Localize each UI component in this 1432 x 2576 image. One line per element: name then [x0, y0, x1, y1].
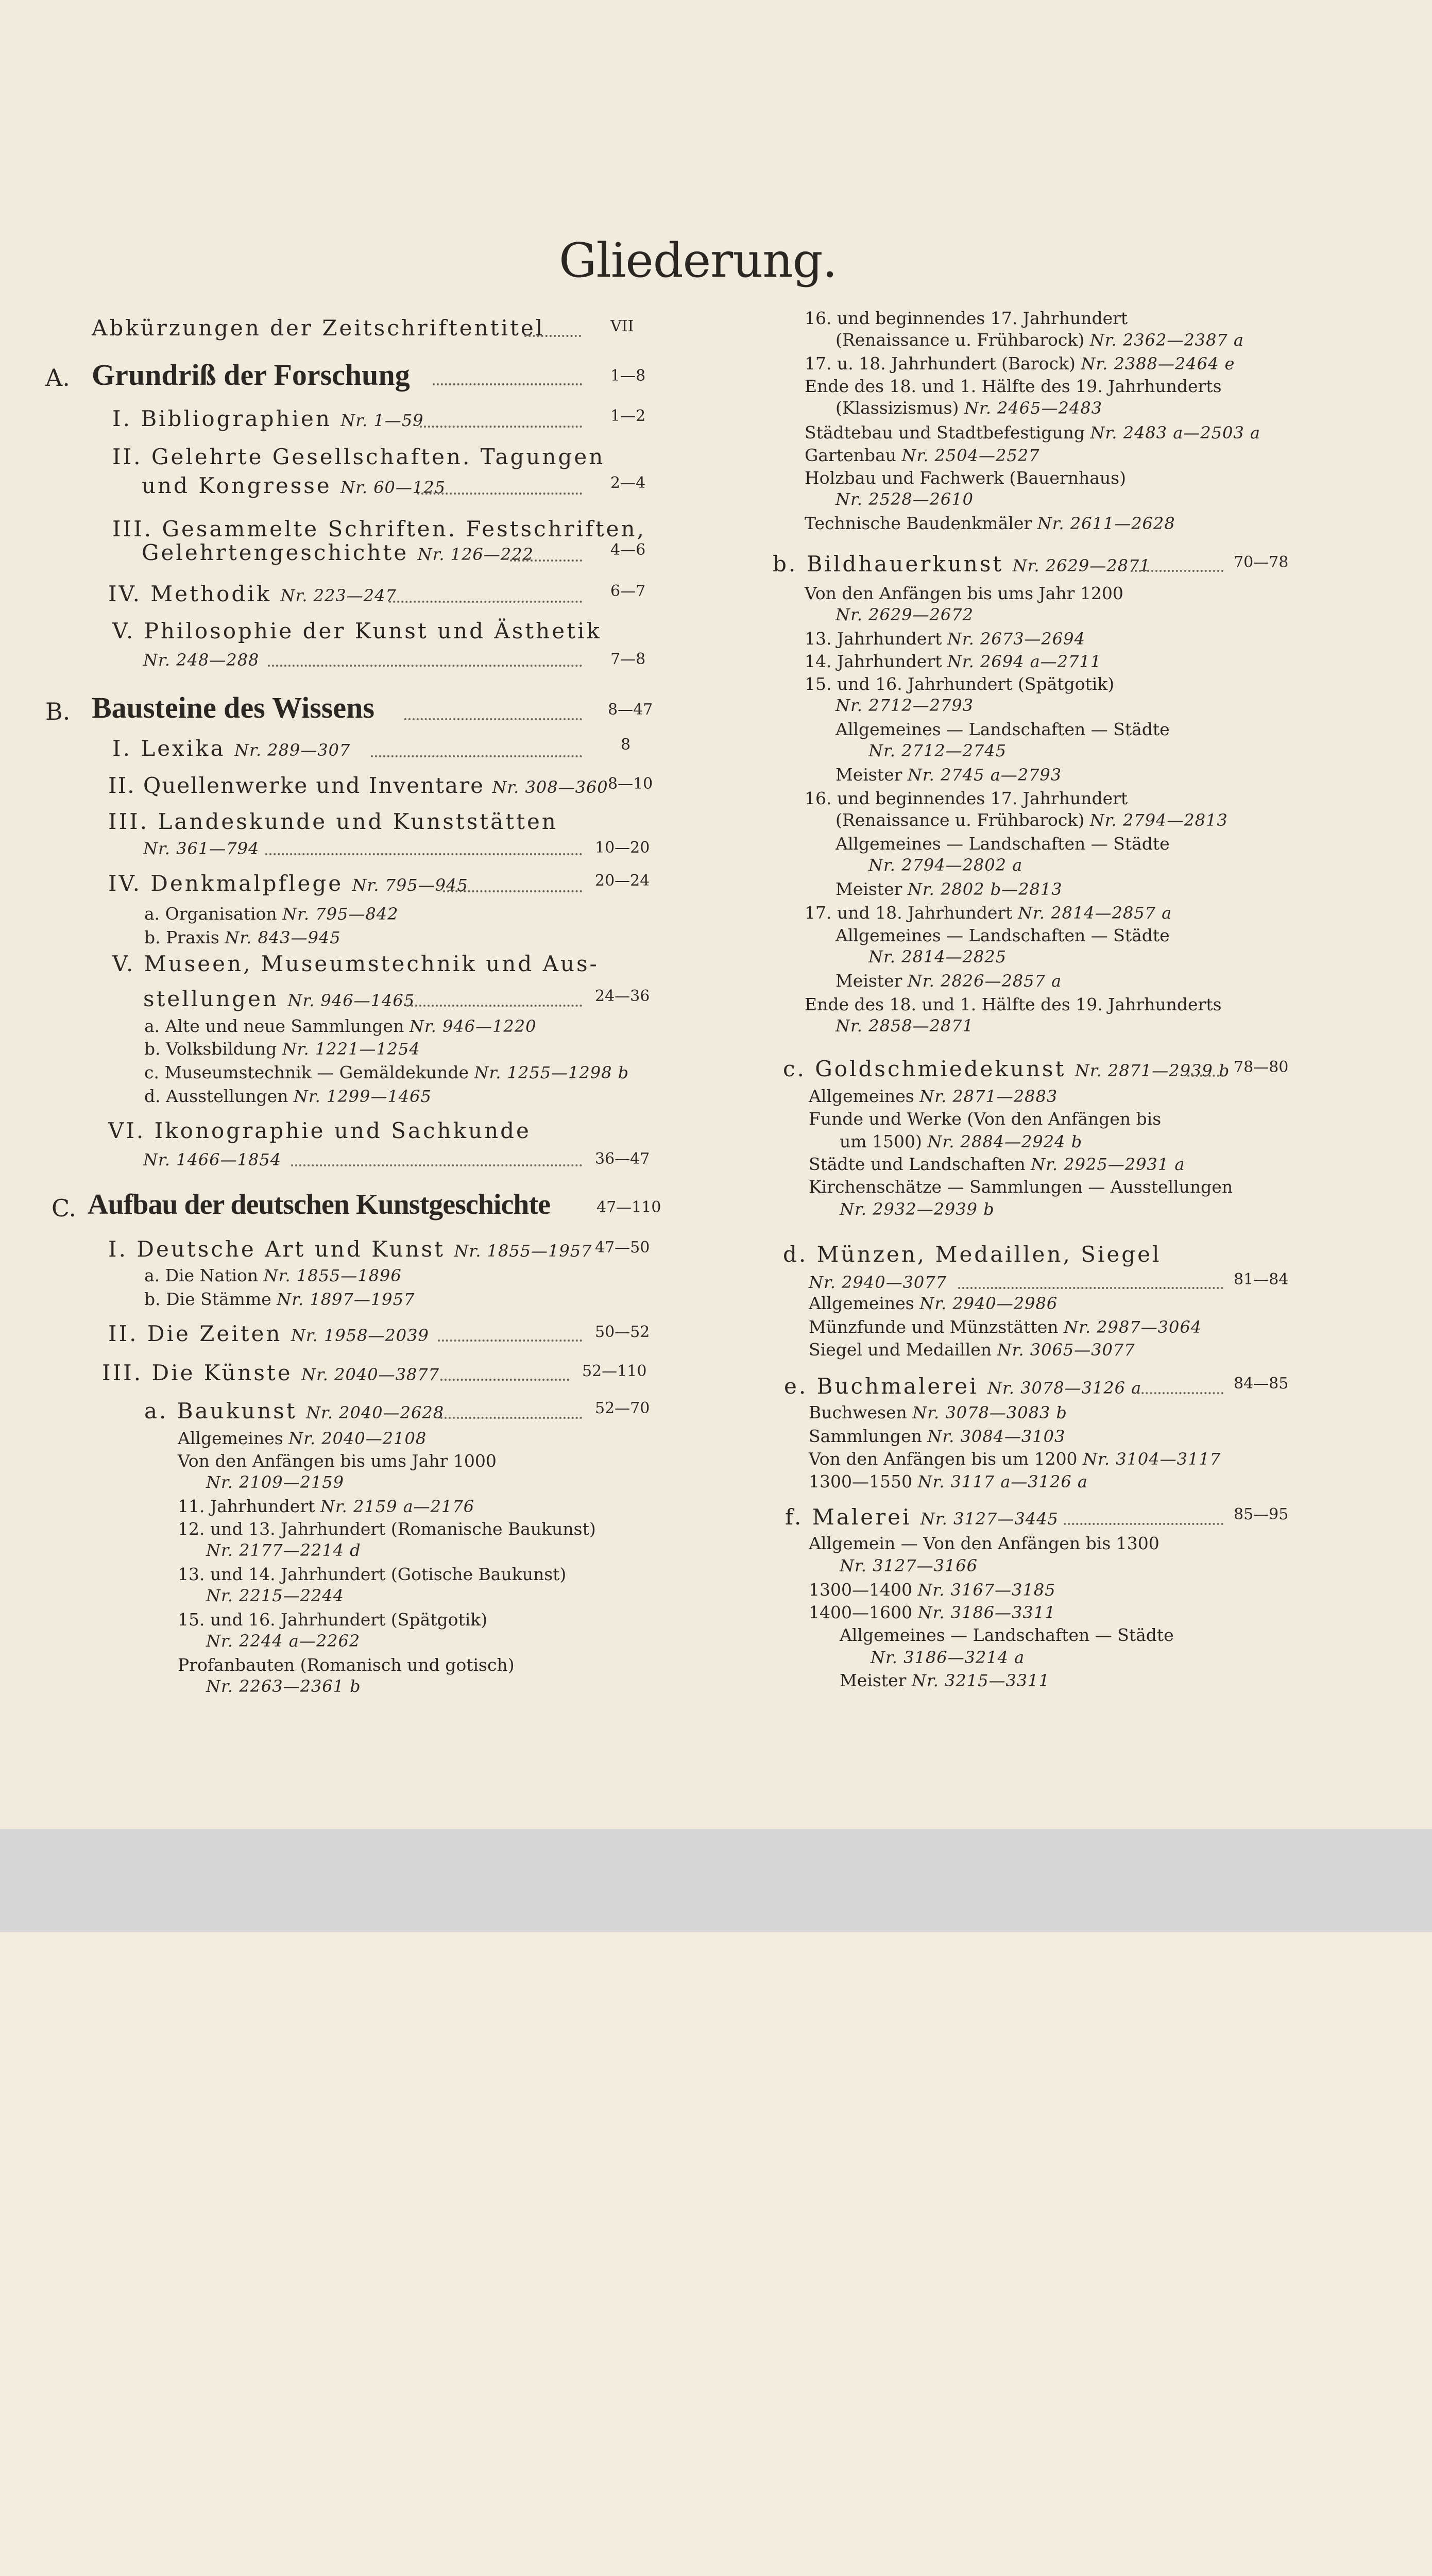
dot-leader: [1064, 1523, 1223, 1525]
toc-entry-b1: I. Lexika Nr. 289—307: [112, 736, 351, 761]
dot-leader: [371, 755, 582, 757]
section-title-b: Bausteine des Wissens: [92, 691, 374, 724]
nr-ref: Nr. 2932—2939 b: [840, 1199, 995, 1219]
nr-ref: Nr. 248—288: [143, 650, 260, 670]
dot-leader: [438, 1340, 582, 1342]
nr-ref: Nr. 361—794: [143, 839, 260, 858]
dot-leader: [433, 383, 582, 385]
toc-subentry: Münzfunde und Münzstätten Nr. 2987—3064: [809, 1317, 1202, 1337]
page-number: 52—110: [582, 1362, 647, 1380]
toc-subentry: 11. Jahrhundert Nr. 2159 a—2176: [178, 1496, 475, 1516]
nr-ref: Nr. 2814—2825: [868, 947, 1007, 967]
dot-leader: [265, 853, 582, 855]
page-number: 85—95: [1234, 1505, 1289, 1523]
toc-subentry: Allgemeines Nr. 2040—2108: [178, 1428, 427, 1448]
toc-entry-b5: V. Museen, Museumstechnik und Aus-: [112, 951, 599, 976]
toc-subentry: Meister Nr. 2745 a—2793: [836, 765, 1062, 785]
toc-subentry: Meister Nr. 2802 b—2813: [836, 879, 1063, 899]
page-number: VII: [610, 317, 634, 335]
page-number: 47—50: [595, 1239, 650, 1257]
dot-leader: [291, 1164, 582, 1166]
dot-leader: [404, 718, 582, 720]
page-number: 2—4: [610, 474, 646, 492]
toc-subentry: d. Ausstellungen Nr. 1299—1465: [144, 1086, 432, 1106]
page-number: 50—52: [595, 1323, 650, 1341]
toc-entry-e-buchmalerei: e. Buchmalerei Nr. 3078—3126 a: [784, 1374, 1142, 1399]
toc-subentry: Von den Anfängen bis ums Jahr 1200: [805, 583, 1123, 603]
toc-subentry: b. Praxis Nr. 843—945: [144, 927, 341, 947]
page-number: 8—10: [608, 775, 653, 793]
toc-entry-a2: II. Gelehrte Gesellschaften. Tagungen: [112, 444, 605, 469]
nr-ref: Nr. 2109—2159: [206, 1472, 344, 1492]
toc-subentry: c. Museumstechnik — Gemäldekunde Nr. 1255—1298 b: [144, 1062, 629, 1082]
roman-numeral: I.: [112, 406, 132, 431]
toc-subentry: Ende des 18. und 1. Hälfte des 19. Jahrhunderts: [805, 994, 1222, 1014]
nr-ref: Nr. 2177—2214 d: [206, 1540, 361, 1560]
dot-leader: [524, 335, 581, 337]
toc-subentry: 13. und 14. Jahrhundert (Gotische Baukunst): [178, 1564, 567, 1584]
toc-entry-c3a: a. Baukunst Nr. 2040—2628: [144, 1398, 445, 1423]
toc-subentry: Städtebau und Stadtbefestigung Nr. 2483 a—2503 a: [805, 422, 1260, 443]
toc-subentry: Kirchenschätze — Sammlungen — Ausstellungen: [809, 1177, 1233, 1197]
toc-subentry: 1400—1600 Nr. 3186—3311: [809, 1602, 1056, 1622]
toc-entry-c-gold: c. Goldschmiedekunst Nr. 2871—2939 b: [783, 1056, 1230, 1081]
toc-entry-b3: III. Landeskunde und Kunststätten: [108, 809, 558, 834]
toc-subentry: a. Organisation Nr. 795—842: [144, 904, 399, 924]
toc-subentry: b. Die Stämme Nr. 1897—1957: [144, 1289, 415, 1309]
toc-subentry: 1300—1400 Nr. 3167—3185: [809, 1580, 1056, 1600]
nr-ref: Nr. 2528—2610: [836, 489, 974, 509]
page-number: 78—80: [1234, 1058, 1289, 1076]
toc-entry-b2: II. Quellenwerke und Inventare Nr. 308—360: [108, 773, 608, 798]
toc-subentry: 13. Jahrhundert Nr. 2673—2694: [805, 629, 1085, 649]
section-title-c: Aufbau der deutschen Kunstgeschichte: [88, 1189, 550, 1221]
page-number: 84—85: [1234, 1375, 1289, 1393]
toc-subentry: Allgemeines Nr. 2871—2883: [809, 1086, 1058, 1106]
dot-leader: [420, 426, 582, 428]
page-number: 47—110: [596, 1198, 661, 1216]
page-number: 8—47: [608, 701, 653, 719]
toc-subentry: 1300—1550 Nr. 3117 a—3126 a: [809, 1471, 1088, 1492]
page-number: 36—47: [595, 1150, 650, 1168]
toc-subentry: 17. und 18. Jahrhundert Nr. 2814—2857 a: [805, 903, 1172, 923]
dot-leader: [407, 1005, 582, 1007]
toc-subentry: Buchwesen Nr. 3078—3083 b: [809, 1402, 1067, 1422]
toc-subentry: Profanbauten (Romanisch und gotisch): [178, 1655, 515, 1675]
toc-subentry: Allgemeines — Landschaften — Städte: [836, 834, 1170, 854]
toc-entry-abbreviations: Abkürzungen der Zeitschriftentitel: [92, 315, 545, 341]
dot-leader: [268, 665, 582, 667]
nr-ref: Nr. 2263—2361 b: [206, 1676, 361, 1696]
nr-ref: Nr. 2794—2802 a: [868, 855, 1023, 875]
toc-entry-b-bildhauer: b. Bildhauerkunst Nr. 2629—2871: [773, 551, 1151, 577]
toc-subentry: Funde und Werke (Von den Anfängen bis: [809, 1109, 1162, 1129]
toc-subentry: Siegel und Medaillen Nr. 3065—3077: [809, 1340, 1135, 1360]
toc-subentry: Allgemeines — Landschaften — Städte: [836, 925, 1170, 945]
nr-ref: Nr. 2629—2672: [836, 605, 974, 624]
toc-entry-a5: V. Philosophie der Kunst und Ästhetik: [112, 618, 602, 643]
toc-subentry: Meister Nr. 2826—2857 a: [836, 971, 1062, 991]
nr-ref: Nr. 2712—2793: [836, 696, 974, 715]
dot-leader: [1133, 1392, 1223, 1394]
section-letter-a: A.: [45, 364, 70, 392]
dot-leader: [958, 1287, 1223, 1289]
toc-entry-f-malerei: f. Malerei Nr. 3127—3445: [785, 1504, 1059, 1530]
dot-leader: [1187, 1075, 1223, 1077]
toc-entry-c1: I. Deutsche Art und Kunst Nr. 1855—1957: [108, 1236, 592, 1262]
page-number: 70—78: [1234, 553, 1289, 571]
page-number: 7—8: [610, 650, 646, 668]
toc-subentry: (Renaissance u. Frühbarock) Nr. 2794—2813: [836, 810, 1228, 830]
toc-entry-a2-cont: und Kongresse Nr. 60—125: [142, 473, 446, 498]
page-number: 52—70: [595, 1399, 650, 1417]
toc-entry-c3: III. Die Künste Nr. 2040—3877: [102, 1360, 439, 1385]
nr-ref: Nr. 1466—1854: [143, 1150, 281, 1170]
toc-subentry: Allgemeines Nr. 2940—2986: [809, 1293, 1058, 1313]
toc-subentry: a. Die Nation Nr. 1855—1896: [144, 1265, 402, 1285]
toc-entry-a3-cont: Gelehrtengeschichte Nr. 126—222: [142, 540, 534, 565]
dot-leader: [440, 1417, 582, 1419]
footer-bar: [0, 1829, 1432, 1932]
toc-subentry: Meister Nr. 3215—3311: [840, 1670, 1050, 1690]
toc-subentry: a. Alte und neue Sammlungen Nr. 946—1220: [144, 1016, 537, 1036]
toc-subentry: Von den Anfängen bis ums Jahr 1000: [178, 1451, 497, 1471]
page-title: Gliederung.: [559, 233, 837, 288]
nr-ref: Nr. 2712—2745: [868, 741, 1007, 760]
page-number: 10—20: [595, 839, 650, 857]
dot-leader: [510, 560, 582, 562]
toc-subentry: Allgemeines — Landschaften — Städte: [836, 719, 1170, 739]
dot-leader: [417, 493, 582, 495]
toc-subentry: Gartenbau Nr. 2504—2527: [805, 445, 1040, 465]
dot-leader: [440, 1379, 569, 1381]
section-letter-b: B.: [45, 698, 71, 725]
toc-subentry: um 1500) Nr. 2884—2924 b: [840, 1131, 1083, 1151]
toc-entry-b6: VI. Ikonographie und Sachkunde: [108, 1118, 531, 1143]
toc-subentry: Städte und Landschaften Nr. 2925—2931 a: [809, 1154, 1185, 1174]
dot-leader: [443, 890, 582, 892]
toc-subentry: b. Volksbildung Nr. 1221—1254: [144, 1039, 420, 1059]
toc-subentry: (Klassizismus) Nr. 2465—2483: [836, 398, 1102, 418]
toc-entry-b5-cont: stellungen Nr. 946—1465: [143, 986, 415, 1011]
toc-subentry: 15. und 16. Jahrhundert (Spätgotik): [805, 674, 1115, 694]
page-number: 20—24: [595, 872, 650, 890]
toc-subentry: Allgemein — Von den Anfängen bis 1300: [809, 1533, 1160, 1553]
toc-entry-a3: III. Gesammelte Schriften. Festschriften,: [112, 516, 646, 541]
nr-ref: Nr. 3186—3214 a: [871, 1648, 1025, 1667]
nr-ref: Nr. 2244 a—2262: [206, 1631, 361, 1651]
toc-subentry: Holzbau und Fachwerk (Bauernhaus): [805, 468, 1126, 488]
page-number: 24—36: [595, 987, 650, 1005]
toc-subentry: Technische Baudenkmäler Nr. 2611—2628: [805, 513, 1175, 533]
page-number: 81—84: [1234, 1270, 1289, 1289]
section-title-a: Grundriß der Forschung: [92, 358, 410, 392]
toc-subentry: 14. Jahrhundert Nr. 2694 a—2711: [805, 651, 1102, 671]
toc-subentry: 12. und 13. Jahrhundert (Romanische Baukunst): [178, 1519, 596, 1539]
toc-subentry: Von den Anfängen bis um 1200 Nr. 3104—3117: [809, 1449, 1221, 1469]
nr-ref: Nr. 2940—3077: [809, 1273, 947, 1292]
toc-subentry: 15. und 16. Jahrhundert (Spätgotik): [178, 1609, 488, 1630]
toc-subentry: Ende des 18. und 1. Hälfte des 19. Jahrhunderts: [805, 376, 1222, 396]
nr-ref: Nr. 2858—2871: [836, 1016, 974, 1036]
toc-subentry: 17. u. 18. Jahrhundert (Barock) Nr. 2388—2464 e: [805, 353, 1235, 374]
toc-subentry: (Renaissance u. Frühbarock) Nr. 2362—2387 a: [836, 330, 1244, 350]
toc-subentry: 16. und beginnendes 17. Jahrhundert: [805, 788, 1128, 808]
page-number: 1—8: [610, 367, 646, 385]
page-number: 1—2: [610, 407, 646, 425]
page-number: 4—6: [610, 541, 646, 559]
toc-subentry: 16. und beginnendes 17. Jahrhundert: [805, 308, 1128, 328]
section-letter-c: C.: [52, 1194, 77, 1222]
toc-subentry: Allgemeines — Landschaften — Städte: [840, 1625, 1174, 1645]
nr-ref: Nr. 2215—2244: [206, 1586, 344, 1605]
toc-entry-a4: IV. Methodik Nr. 223—247: [108, 581, 397, 606]
nr-ref: Nr. 3127—3166: [840, 1556, 978, 1575]
toc-entry-c2: II. Die Zeiten Nr. 1958—2039: [108, 1321, 429, 1346]
toc-subentry: Sammlungen Nr. 3084—3103: [809, 1426, 1066, 1446]
dot-leader: [1131, 570, 1223, 572]
toc-entry-a1: I. Bibliographien Nr. 1—59: [112, 406, 424, 431]
page-number: 6—7: [610, 582, 646, 600]
toc-entry-b4: IV. Denkmalpflege Nr. 795—945: [108, 871, 468, 896]
page-number: 8: [621, 736, 631, 754]
dot-leader: [389, 601, 582, 603]
toc-entry-d-muenzen: d. Münzen, Medaillen, Siegel: [783, 1242, 1162, 1267]
